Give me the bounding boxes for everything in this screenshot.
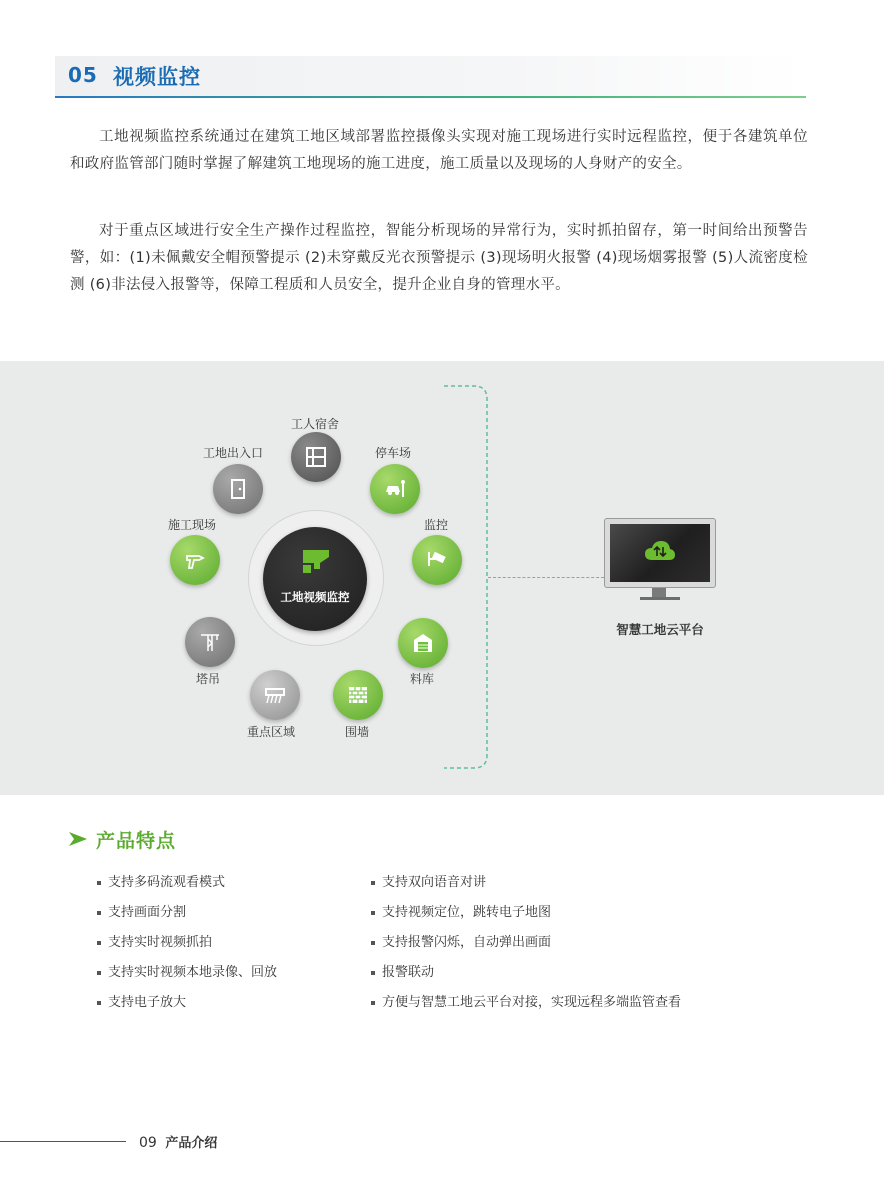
node-label-monitor: 监控 bbox=[424, 518, 449, 532]
feature-item: 支持报警闪烁，自动弹出画面 bbox=[371, 928, 681, 958]
features-title: 产品特点 bbox=[96, 830, 177, 852]
hub-label: 工地视频监控 bbox=[280, 590, 350, 604]
camera-logo-icon bbox=[300, 547, 332, 575]
hub-circle bbox=[263, 527, 367, 631]
tower-crane-icon bbox=[198, 630, 222, 654]
barrier-icon bbox=[263, 683, 287, 707]
node-wall bbox=[333, 670, 383, 720]
section-title: 视频监控 bbox=[113, 65, 201, 89]
node-label-parking: 停车场 bbox=[375, 446, 412, 460]
monitor-screen bbox=[604, 518, 716, 588]
node-key-area bbox=[250, 670, 300, 720]
warehouse-icon bbox=[411, 631, 435, 655]
features-list-right bbox=[371, 868, 681, 1018]
footer-rule bbox=[0, 1141, 126, 1142]
feature-item: 支持多码流观看模式 bbox=[97, 868, 277, 898]
brick-wall-icon bbox=[346, 683, 370, 707]
feature-item: 支持实时视频本地录像、回放 bbox=[97, 958, 277, 988]
intro-paragraph-2: 对于重点区域进行安全生产操作过程监控，智能分析现场的异常行为，实时抓拍留存，第一时间给出预警告警，如：(1)未佩戴安全帽预警提示 (2)未穿戴反光衣预警提示 (3)现场明火报警 (4)现场烟雾报警 (5)人流密度检测 (6)非法侵入报警等，保障工程质和人员安全，提升企业自身的管理水平。 bbox=[70, 223, 808, 293]
monitor-display bbox=[610, 524, 710, 582]
node-parking bbox=[370, 464, 420, 514]
node-label-warehouse: 料库 bbox=[410, 672, 435, 686]
section-header bbox=[55, 56, 806, 96]
dormitory-icon bbox=[304, 445, 328, 469]
node-label-site-entrance: 工地出入口 bbox=[203, 446, 264, 460]
node-label-construction-site: 施工现场 bbox=[168, 518, 217, 532]
feature-item: 方便与智慧工地云平台对接，实现远程多端监管查看 bbox=[371, 988, 681, 1018]
drill-icon bbox=[183, 548, 207, 572]
page-number: 09 bbox=[139, 1135, 157, 1151]
node-monitor bbox=[412, 535, 462, 585]
node-construction-site bbox=[170, 535, 220, 585]
node-label-dormitory: 工人宿舍 bbox=[291, 417, 340, 431]
feature-item: 支持画面分割 bbox=[97, 898, 277, 928]
node-dormitory bbox=[291, 432, 341, 482]
intro-paragraph-1: 工地视频监控系统通过在建筑工地区域部署监控摄像头实现对施工现场进行实时远程监控，便于各建筑单位和政府监管部门随时掌握了解建筑工地现场的施工进度，施工质量以及现场的人身财产的安全。 bbox=[70, 129, 808, 172]
connector-line bbox=[488, 577, 604, 578]
node-warehouse bbox=[398, 618, 448, 668]
node-label-wall: 围墙 bbox=[345, 725, 370, 739]
feature-item: 支持电子放大 bbox=[97, 988, 277, 1018]
feature-item: 报警联动 bbox=[371, 958, 681, 988]
monitor-stand bbox=[652, 588, 666, 597]
node-site-entrance bbox=[213, 464, 263, 514]
cloud-platform-monitor bbox=[604, 518, 716, 604]
node-label-key-area: 重点区域 bbox=[247, 725, 296, 739]
car-icon bbox=[383, 477, 407, 501]
node-tower-crane bbox=[185, 617, 235, 667]
section-underline bbox=[55, 96, 806, 98]
platform-label: 智慧工地云平台 bbox=[616, 622, 704, 637]
page-section-label: 产品介绍 bbox=[165, 1136, 218, 1151]
footer-page-label bbox=[139, 1132, 217, 1151]
cloud-sync-icon bbox=[644, 538, 676, 564]
arrow-right-icon bbox=[68, 831, 88, 847]
door-icon bbox=[226, 477, 250, 501]
section-number: 05 bbox=[68, 63, 98, 87]
monitor-base bbox=[640, 597, 680, 600]
feature-item: 支持实时视频抓拍 bbox=[97, 928, 277, 958]
feature-item: 支持双向语音对讲 bbox=[371, 868, 681, 898]
node-label-tower-crane: 塔吊 bbox=[196, 672, 221, 686]
feature-item: 支持视频定位，跳转电子地图 bbox=[371, 898, 681, 928]
camera-icon bbox=[425, 548, 449, 572]
features-list-left bbox=[97, 868, 277, 1018]
